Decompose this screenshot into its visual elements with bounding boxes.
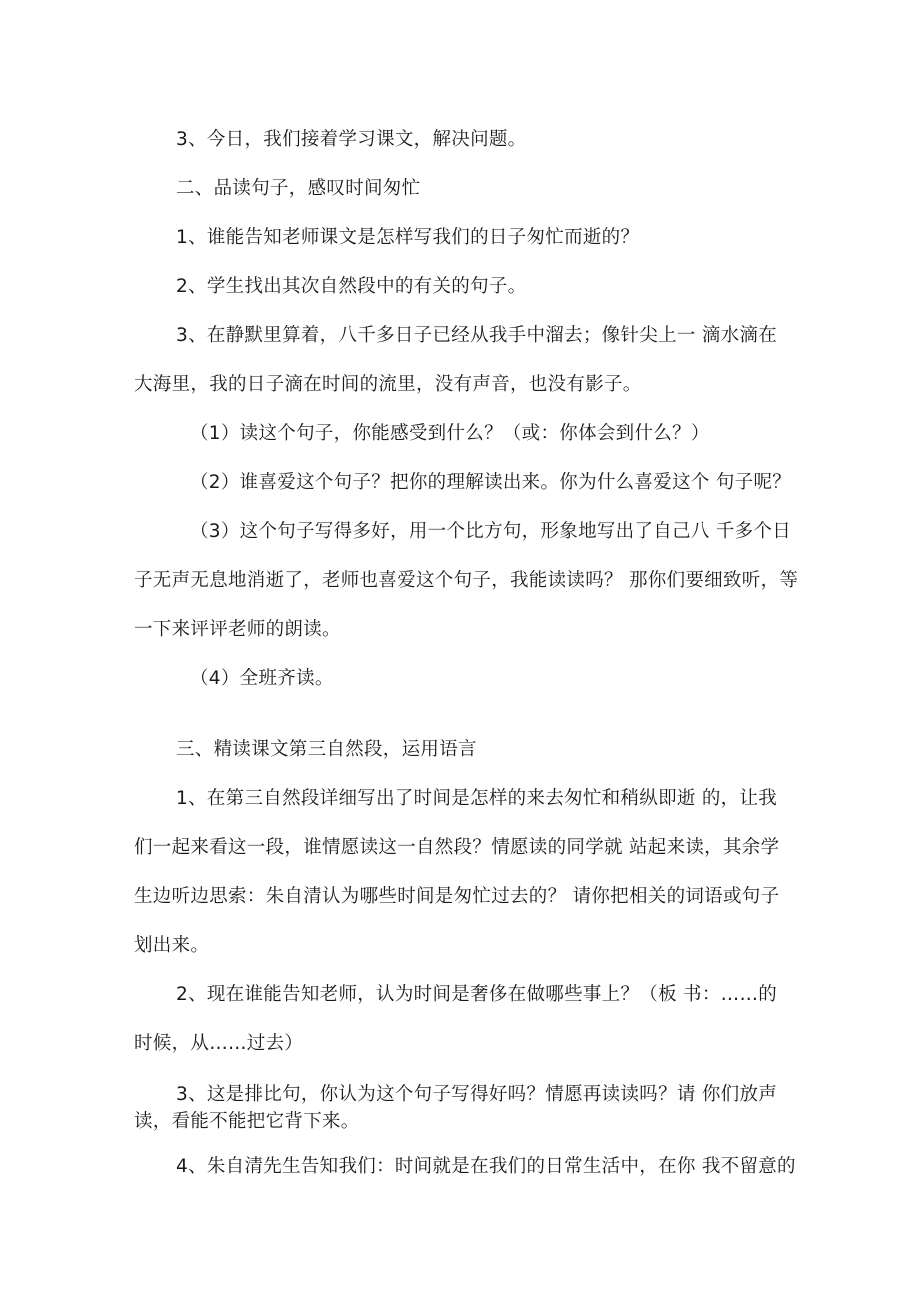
section-heading: 二、品读句子，感叹时间匆忙 (176, 178, 421, 199)
paragraph-line: 3、在静默里算着，八千多日子已经从我手中溜去；像针尖上一 滴水滴在 (176, 325, 778, 346)
paragraph-line: （3）这个句子写得多好，用一个比方句，形象地写出了自己八 千多个日 (190, 521, 792, 542)
paragraph-line: 4、朱自清先生告知我们：时间就是在我们的日常生活中，在你 我不留意的 (176, 1156, 796, 1177)
paragraph-line: 们一起来看这一段，谁情愿读这一自然段？情愿读的同学就 站起来读，其余学 (134, 837, 780, 858)
paragraph-line: 大海里，我的日子滴在时间的流里，没有声音，也没有影子。 (134, 374, 642, 395)
paragraph-line: 一下来评评老师的朗读。 (134, 619, 341, 640)
paragraph-line: 3、这是排比句，你认为这个句子写得好吗？情愿再读读吗？请 你们放声 (176, 1084, 778, 1105)
paragraph-line: 读，看能不能把它背下来。 (134, 1111, 360, 1132)
paragraph-line: 3、今日，我们接着学习课文，解决问题。 (176, 129, 527, 150)
paragraph-line: 生边听边思索：朱自清认为哪些时间是匆忙过去的？ 请你把相关的词语或句子 (134, 886, 780, 907)
paragraph-line: （4）全班齐读。 (190, 668, 334, 689)
paragraph-line: 2、学生找出其次自然段中的有关的句子。 (176, 276, 527, 297)
paragraph-line: 1、谁能告知老师课文是怎样写我们的日子匆忙而逝的？ (176, 227, 640, 248)
paragraph-line: 划出来。 (134, 935, 210, 956)
paragraph-line: 2、现在谁能告知老师，认为时间是奢侈在做哪些事上？（板 书：……的 (176, 984, 778, 1005)
paragraph-line: （1）读这个句子，你能感受到什么？（或：你体会到什么？） (190, 423, 710, 444)
paragraph-line: （2）谁喜爱这个句子？把你的理解读出来。你为什么喜爱这个 句子呢？ (190, 472, 792, 493)
paragraph-line: 时候，从……过去） (134, 1033, 304, 1054)
section-heading: 三、精读课文第三自然段，运用语言 (176, 739, 477, 760)
paragraph-line: 1、在第三自然段详细写出了时间是怎样的来去匆忙和稍纵即逝 的，让我 (176, 788, 778, 809)
paragraph-line: 子无声无息地消逝了，老师也喜爱这个句子，我能读读吗？ 那你们要细致听，等 (134, 570, 799, 591)
